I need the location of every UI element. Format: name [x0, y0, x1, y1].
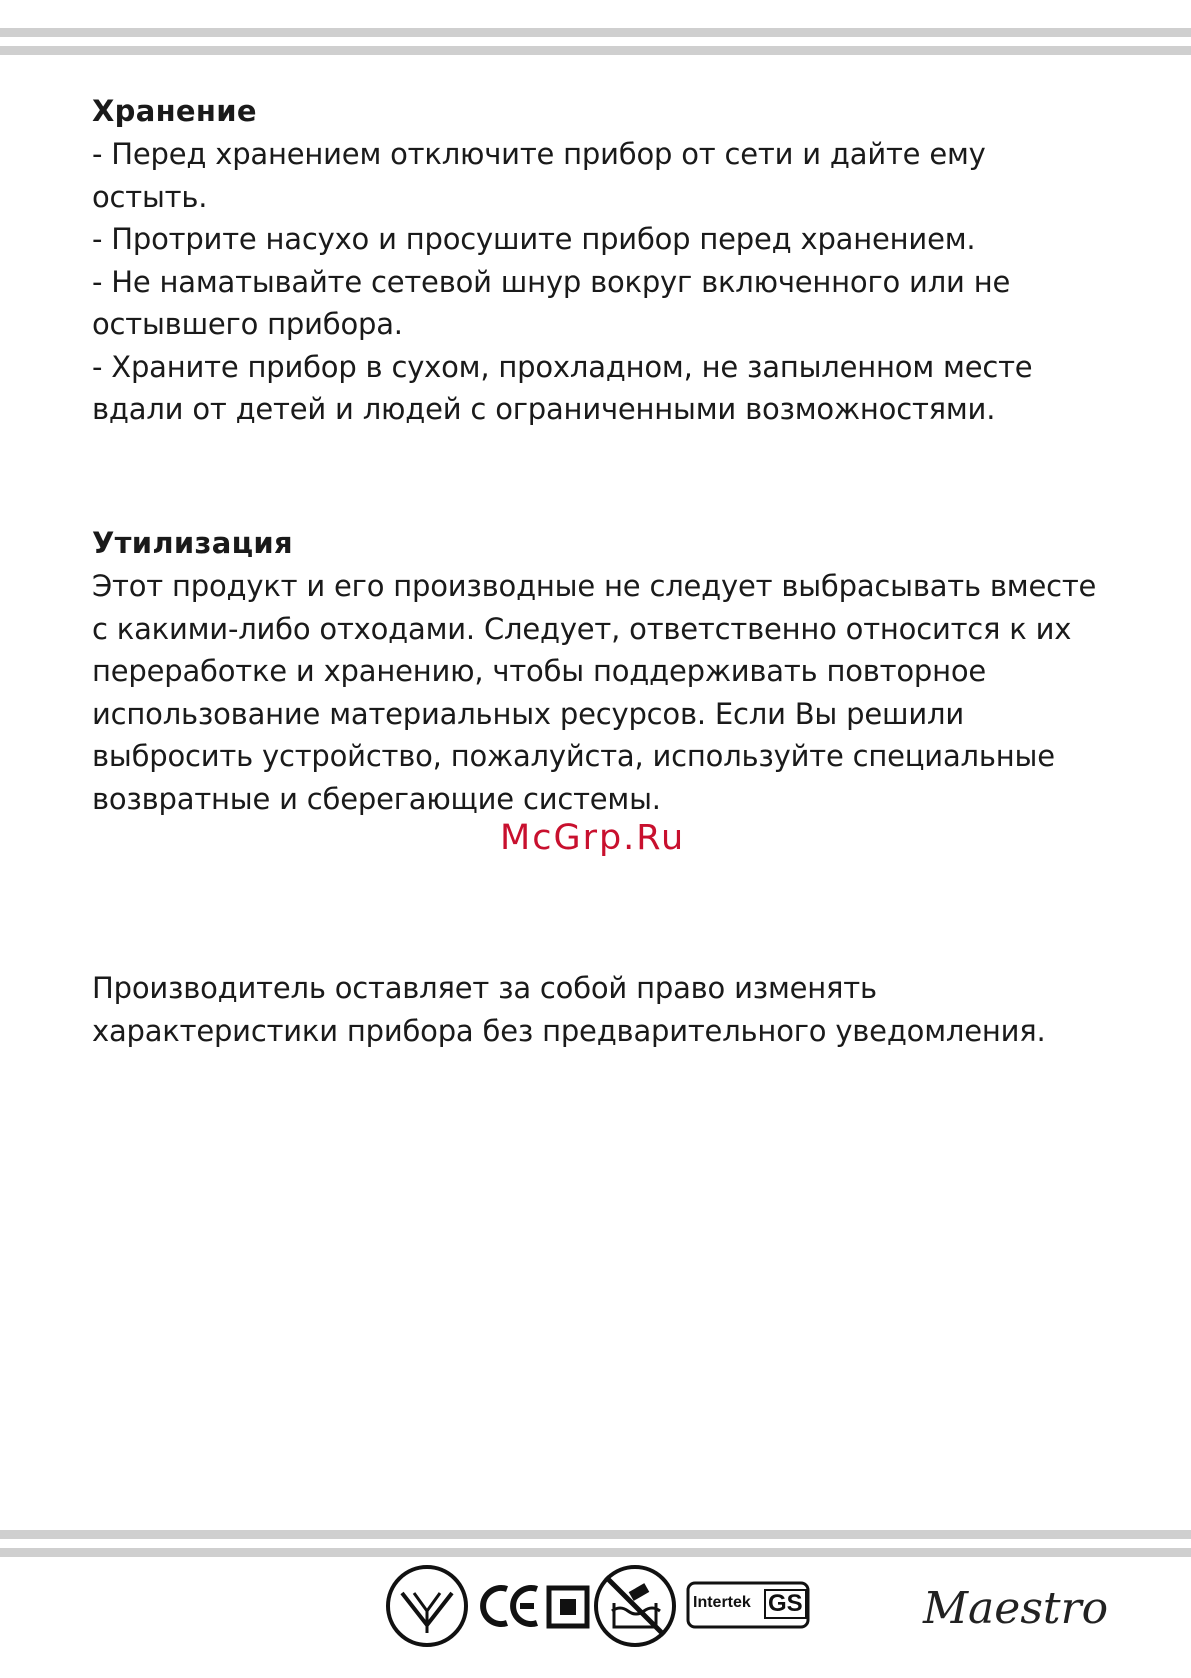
- gs-mark-label: GS: [764, 1589, 807, 1619]
- disposal-line: использование материальных ресурсов. Если Вы решили: [92, 696, 964, 731]
- watermark-link[interactable]: McGrp.Ru: [500, 818, 686, 858]
- storage-line: - Храните прибор в сухом, прохладном, не запыленном месте: [92, 349, 1033, 384]
- disposal-heading: Утилизация: [92, 526, 293, 560]
- intertek-label: Intertek: [693, 1594, 751, 1611]
- maestro-brand-logo: Maestro: [923, 1583, 1109, 1634]
- disposal-line: Этот продукт и его производные не следует выбрасывать вместе: [92, 569, 1097, 603]
- storage-line: - Протрите насухо и просушите прибор перед хранением.: [92, 222, 976, 256]
- storage-line: остывшего прибора.: [92, 307, 403, 341]
- top-stripe-1: [0, 28, 1191, 37]
- disposal-section: [92, 522, 1132, 820]
- manufacturer-note-line: характеристики прибора без предварительного уведомления.: [92, 1013, 1046, 1048]
- storage-line: - Не наматывайте сетевой шнур вокруг включенного или не: [92, 264, 1011, 299]
- bottom-stripe-2: [0, 1548, 1191, 1557]
- storage-line: остыть.: [92, 179, 208, 214]
- disposal-line: переработке и хранению, чтобы поддерживать повторное: [92, 654, 987, 688]
- manufacturer-note: [92, 967, 1132, 1052]
- disposal-line: выбросить устройство, пожалуйста, используйте специальные: [92, 739, 1055, 773]
- storage-heading: Хранение: [92, 94, 257, 128]
- manufacturer-note-line: Производитель оставляет за собой право изменять: [92, 971, 877, 1005]
- double-insulation-icon: [546, 1585, 590, 1629]
- top-stripe-2: [0, 46, 1191, 55]
- storage-section: [92, 90, 1132, 431]
- certification-logos: [380, 1563, 1109, 1653]
- bottom-stripe-1: [0, 1530, 1191, 1539]
- storage-line: - Перед хранением отключите прибор от сети и дайте ему: [92, 137, 986, 171]
- conformity-mark-icon: [384, 1563, 470, 1649]
- disposal-line: возвратные и сберегающие системы.: [92, 781, 661, 816]
- no-water-immersion-icon: [592, 1563, 678, 1649]
- storage-line: вдали от детей и людей с ограниченными возможностями.: [92, 392, 996, 426]
- disposal-line: с какими-либо отходами. Следует, ответственно относится к их: [92, 611, 1072, 646]
- ce-mark-icon: [480, 1581, 542, 1631]
